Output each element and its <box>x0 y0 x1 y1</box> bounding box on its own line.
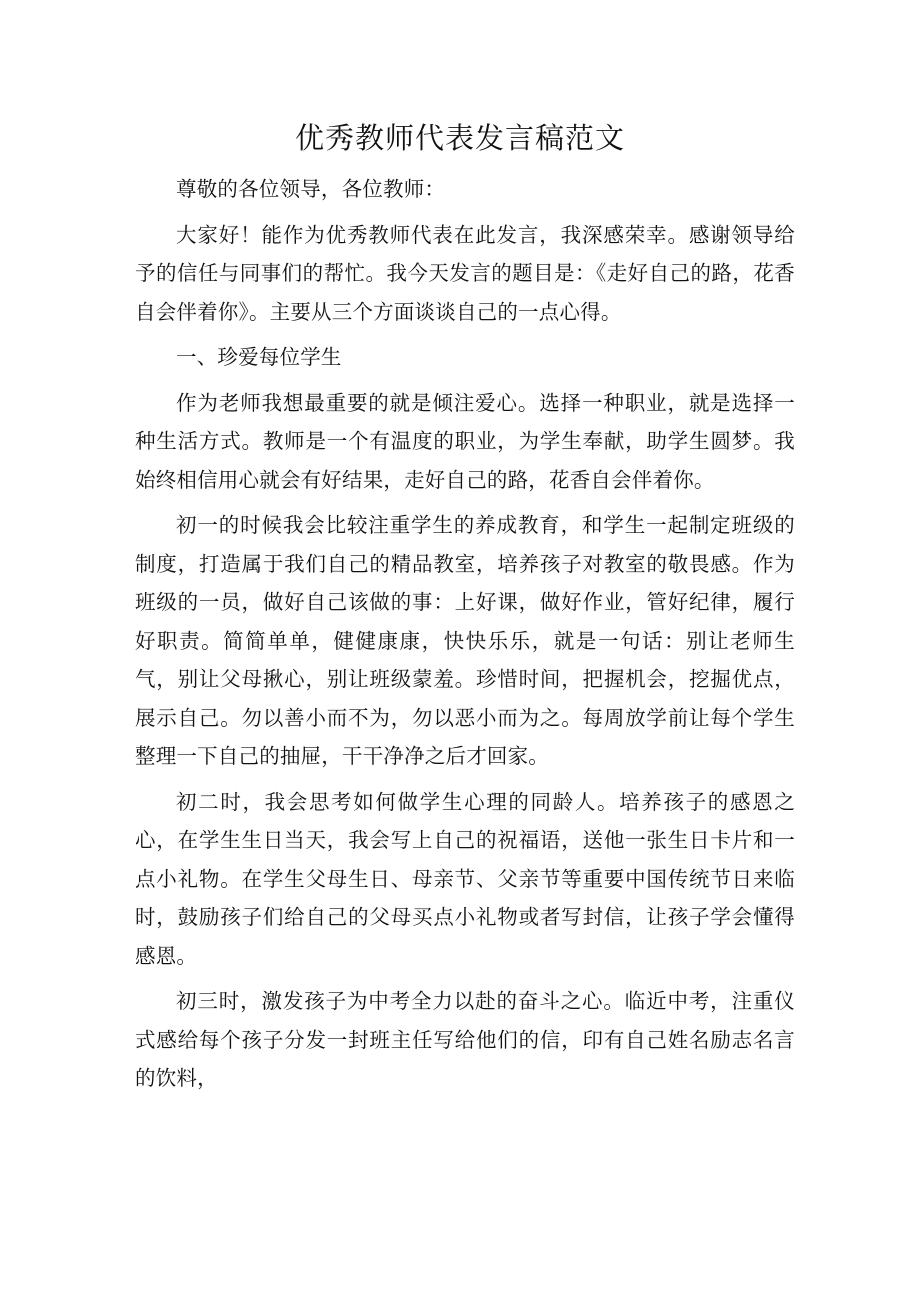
salutation: 尊敬的各位领导，各位教师： <box>176 177 446 201</box>
document-body <box>135 170 795 1105</box>
body-paragraph: 作为老师我想最重要的就是倾注爱心。选择一种职业，就是选择一种生活方式。教师是一个有温度的职业，为学生奉献，助学生圆梦。我始终相信用心就会有好结果，走好自己的路，花香自会伴着你。 <box>135 390 795 492</box>
section-heading: 一、珍爱每位学生 <box>176 345 342 369</box>
body-paragraph: 初二时，我会思考如何做学生心理的同龄人。培养孩子的感恩之心，在学生生日当天，我会写上自己的祝福语，送他一张生日卡片和一点小礼物。在学生父母生日、母亲节、父亲节等重要中国传统节日来临时，鼓励孩子们给自己的父母买点小礼物或者写封信，让孩子学会懂得感恩。 <box>135 789 795 968</box>
body-paragraph: 初一的时候我会比较注重学生的养成教育，和学生一起制定班级的制度，打造属于我们自己的精品教室，培养孩子对教室的敬畏感。作为班级的一员，做好自己该做的事：上好课，做好作业，管好纪律，履行好职责。简简单单，健健康康，快快乐乐，就是一句话：别让老师生气，别让父母揪心，别让班级蒙羞。珍惜时间，把握机会，挖掘优点，展示自己。勿以善小而不为，勿以恶小而为之。每周放学前让每个学生整理一下自己的抽屉，干干净净之后才回家。 <box>135 513 795 768</box>
document-title: 优秀教师代表发言稿范文 <box>294 121 625 155</box>
body-paragraph: 初三时，激发孩子为中考全力以赴的奋斗之心。临近中考，注重仪式感给每个孩子分发一封班主任写给他们的信，印有自己姓名励志名言的饮料， <box>135 989 795 1090</box>
intro-paragraph: 大家好！能作为优秀教师代表在此发言，我深感荣幸。感谢领导给予的信任与同事们的帮忙。我今天发言的题目是：《走好自己的路，花香自会伴着你》。主要从三个方面谈谈自己的一点心得。 <box>135 222 795 324</box>
